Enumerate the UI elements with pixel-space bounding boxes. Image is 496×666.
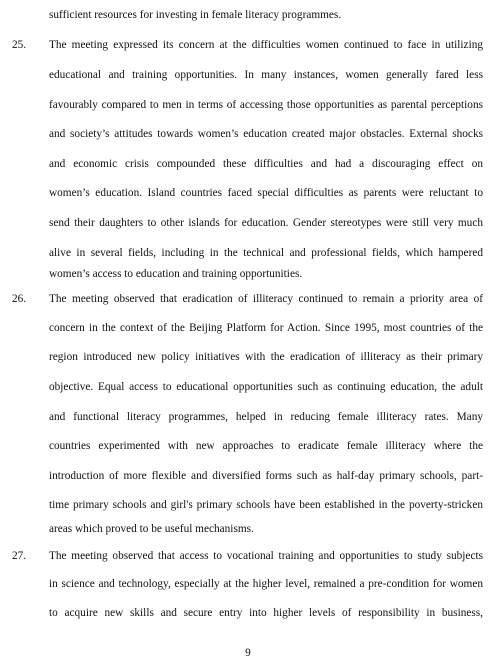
intro-line: sufficient resources for investing in female literacy programmes. <box>49 9 342 21</box>
paragraph-line: women’s access to education and training opportunities. <box>49 268 303 280</box>
paragraph-line: introduction of more flexible and diversified forms such as half-day primary schools, part- <box>49 470 483 482</box>
paragraph-line: areas which proved to be useful mechanisms. <box>49 523 254 535</box>
paragraph-line: countries experimented with new approaches to eradicate female illiteracy where the <box>49 440 483 452</box>
paragraph-line: concern in the context of the Beijing Platform for Action. Since 1995, most countries of the <box>49 322 483 334</box>
paragraph-line: and society’s attitudes towards women’s education created major obstacles. External shocks <box>49 128 483 140</box>
paragraph-line: The meeting observed that access to vocational training and opportunities to study subjects <box>49 550 483 562</box>
paragraph-line: to acquire new skills and secure entry into higher levels of responsibility in business, <box>49 607 483 619</box>
paragraph-line: send their daughters to other islands for education. Gender stereotypes were still very much <box>49 217 483 229</box>
paragraph-line: favourably compared to men in terms of accessing those opportunities as parental perceptions <box>49 99 483 111</box>
paragraph-line: alive in several fields, including in the technical and professional fields, which hampered <box>49 247 483 259</box>
paragraph-number: 27. <box>12 550 27 562</box>
paragraph-line: educational and training opportunities. In many instances, women generally fared less <box>49 69 483 81</box>
paragraph-line: objective. Equal access to educational opportunities such as continuing education, the adult <box>49 381 483 393</box>
paragraph-line: The meeting expressed its concern at the difficulties women continued to face in utilizing <box>49 39 483 51</box>
paragraph-line: and economic crisis compounded these difficulties and had a discouraging effect on <box>49 158 483 170</box>
paragraph-line: The meeting observed that eradication of illiteracy continued to remain a priority area of <box>49 293 483 305</box>
paragraph-line: and functional literacy programmes, helped in reducing female illiteracy rates. Many <box>49 411 483 423</box>
paragraph-line: time primary schools and girl's primary schools have been established in the poverty-stricken <box>49 499 483 511</box>
paragraph-line: women’s education. Island countries faced special difficulties as parents were reluctant to <box>49 187 483 199</box>
paragraph-line: region introduced new policy initiatives with the eradication of illiteracy as their primary <box>49 351 483 363</box>
paragraph-number: 25. <box>12 39 27 51</box>
page-number: 9 <box>245 647 251 659</box>
paragraph-number: 26. <box>12 293 27 305</box>
paragraph-line: in science and technology, especially at the higher level, remained a pre-condition for women <box>49 578 483 590</box>
